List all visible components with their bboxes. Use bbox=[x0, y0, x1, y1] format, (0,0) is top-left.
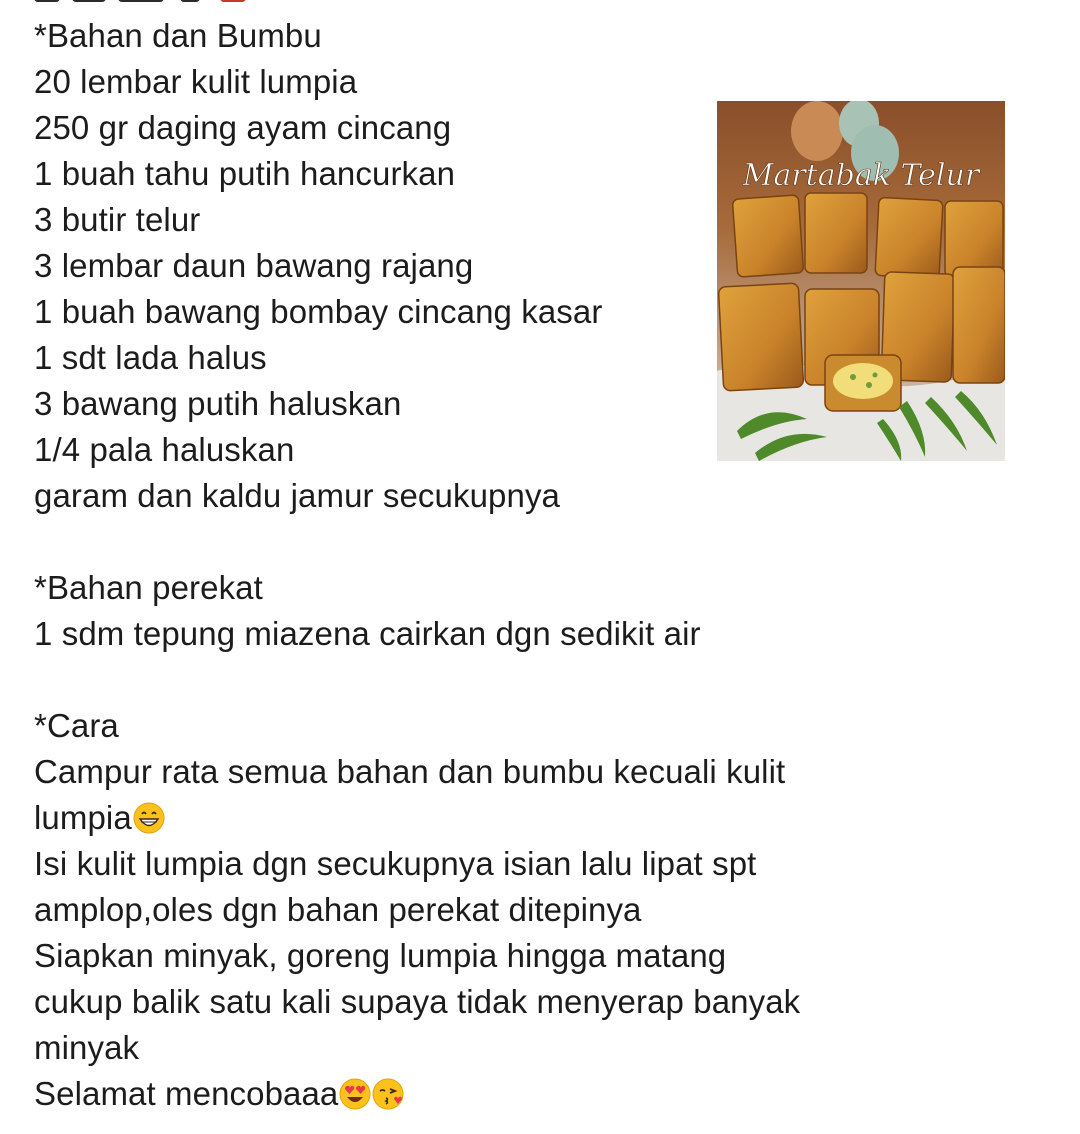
recipe-line-text: 3 butir telur bbox=[34, 201, 201, 238]
recipe-line-text: 1 sdm tepung miazena cairkan dgn sedikit air bbox=[34, 615, 701, 652]
recipe-line-text: *Cara bbox=[34, 707, 119, 744]
recipe-line-text: cukup balik satu kali supaya tidak menyerap banyak bbox=[34, 983, 801, 1020]
recipe-line bbox=[34, 381, 401, 427]
recipe-line bbox=[34, 105, 451, 151]
recipe-line-text: Selamat mencobaaa bbox=[34, 1075, 339, 1112]
recipe-line bbox=[34, 59, 357, 105]
recipe-line bbox=[34, 703, 119, 749]
recipe-line-text: *Bahan perekat bbox=[34, 569, 263, 606]
heart-eyes-emoji-icon bbox=[339, 1078, 371, 1110]
recipe-line-text: minyak bbox=[34, 1029, 140, 1066]
clipped-previous-line bbox=[34, 0, 274, 6]
recipe-line bbox=[34, 841, 756, 887]
recipe-line bbox=[34, 979, 800, 1025]
recipe-line-text: 1 sdt lada halus bbox=[34, 339, 267, 376]
recipe-line bbox=[34, 749, 785, 795]
recipe-line bbox=[34, 151, 455, 197]
recipe-line-text: 250 gr daging ayam cincang bbox=[34, 109, 452, 146]
recipe-line-text: Siapkan minyak, goreng lumpia hingga matang bbox=[34, 937, 727, 974]
recipe-line-text: amplop,oles dgn bahan perekat ditepinya bbox=[34, 891, 642, 928]
kissing-heart-emoji-icon bbox=[372, 1078, 404, 1110]
recipe-line bbox=[34, 197, 200, 243]
recipe-line-text: 3 bawang putih haluskan bbox=[34, 385, 402, 422]
recipe-line bbox=[34, 1025, 139, 1071]
recipe-line-text: 3 lembar daun bawang rajang bbox=[34, 247, 474, 284]
photo-title-script: Martabak Telur bbox=[742, 158, 980, 193]
recipe-line bbox=[34, 289, 602, 335]
recipe-line-text: 20 lembar kulit lumpia bbox=[34, 63, 358, 100]
recipe-line bbox=[34, 335, 267, 381]
recipe-line-text: 1 buah tahu putih hancurkan bbox=[34, 155, 456, 192]
fried-martabak-photo-icon bbox=[717, 101, 1005, 461]
recipe-line bbox=[34, 933, 726, 979]
recipe-line bbox=[34, 427, 294, 473]
recipe-line-text: *Bahan dan Bumbu bbox=[34, 17, 322, 54]
recipe-line bbox=[34, 13, 322, 59]
recipe-line bbox=[34, 611, 701, 657]
recipe-line bbox=[34, 243, 473, 289]
recipe-line-text: 1 buah bawang bombay cincang kasar bbox=[34, 293, 603, 330]
recipe-line-text: lumpia bbox=[34, 799, 132, 836]
recipe-line-text: 1/4 pala haluskan bbox=[34, 431, 295, 468]
recipe-line bbox=[34, 1071, 404, 1117]
martabak-photo[interactable] bbox=[717, 101, 1005, 461]
recipe-line bbox=[34, 565, 263, 611]
grinning-face-emoji-icon bbox=[133, 802, 165, 834]
recipe-line bbox=[34, 887, 642, 933]
recipe-line-text: Campur rata semua bahan dan bumbu kecuali kulit bbox=[34, 753, 786, 790]
recipe-line-text: Isi kulit lumpia dgn secukupnya isian lalu lipat spt bbox=[34, 845, 757, 882]
recipe-line-text: garam dan kaldu jamur secukupnya bbox=[34, 477, 560, 514]
recipe-line bbox=[34, 795, 165, 841]
recipe-line bbox=[34, 473, 560, 519]
